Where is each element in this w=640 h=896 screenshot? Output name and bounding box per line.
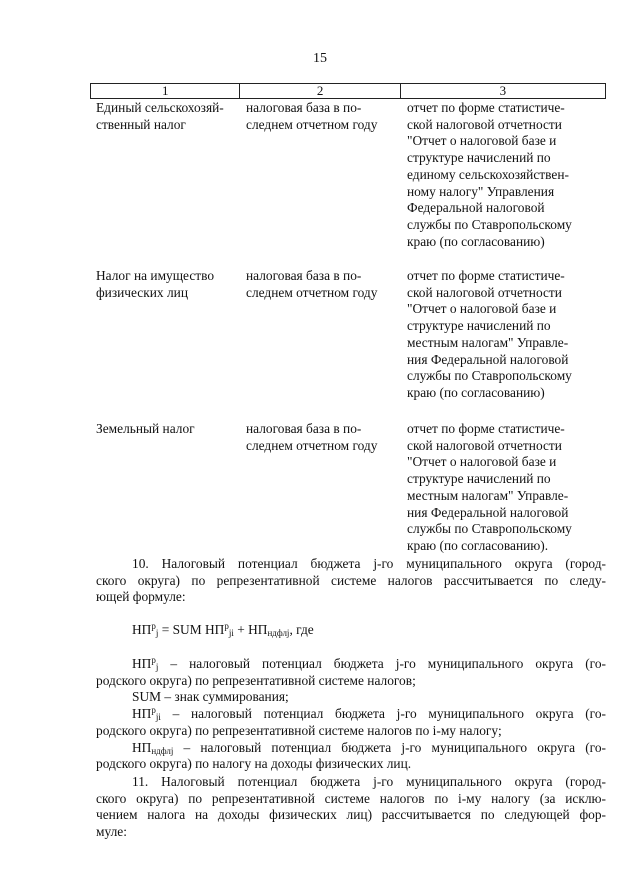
- tax-name-line: Земельный налог: [96, 421, 195, 436]
- data-source-line: отчет по форме статистиче-: [407, 268, 565, 283]
- definition-line: родского округа) по репрезентативной системе налогов;: [96, 672, 416, 688]
- page-number: 15: [313, 51, 327, 66]
- formula-sub: ji: [228, 628, 234, 638]
- data-source-line: Федеральной налоговой: [407, 200, 545, 216]
- definition-text: – налоговый потенциал бюджета j-го муниципального округа (го-: [173, 739, 606, 755]
- tax-base-cell: [240, 100, 401, 250]
- data-source-cell: [401, 100, 606, 250]
- formula-tail: , где: [289, 622, 314, 637]
- table-row: [90, 268, 606, 402]
- data-source-line: структуре начислений по: [407, 318, 551, 334]
- formula: [132, 622, 314, 639]
- symbol-np: НП: [132, 656, 152, 671]
- symbol-sub: ндфлj: [151, 745, 174, 756]
- data-source-line: службы по Ставропольскому: [407, 216, 572, 232]
- data-source-line: ния Федеральной налоговой: [407, 351, 569, 367]
- paragraph-line: 11. Налоговый потенциал бюджета j-го муниципального округа (город-: [132, 774, 606, 789]
- formula-sub: ндфлj: [267, 628, 290, 638]
- definition-line: [96, 706, 606, 723]
- table-header-cell-1: 1: [91, 84, 240, 98]
- paragraph-line: чением налога на доходы физических лиц) рассчитывается по следующей фор-: [96, 807, 606, 823]
- data-source-line: службы по Ставропольскому: [407, 521, 572, 537]
- paragraph-line: 10. Налоговый потенциал бюджета j-го муниципального округа (город-: [132, 556, 606, 571]
- table-row: [90, 100, 606, 250]
- data-source-line: ской налоговой отчетности: [407, 437, 562, 453]
- data-source-line: ния Федеральной налоговой: [407, 504, 569, 520]
- data-source-line: отчет по форме статистиче-: [407, 100, 565, 115]
- data-source-line: краю (по согласованию): [407, 233, 545, 249]
- formula-sup: р: [151, 621, 156, 631]
- definition-text: – налоговый потенциал бюджета j-го муниципального округа (го-: [158, 656, 606, 671]
- formula-np: НП: [132, 622, 152, 637]
- paragraph-10: [96, 556, 606, 606]
- formula-plus: + НП: [233, 622, 268, 637]
- symbol-sup: р: [151, 655, 156, 665]
- formula-eq: = SUM НП: [158, 622, 225, 637]
- paragraph-line: ющей формуле:: [96, 589, 186, 605]
- data-source-line: "Отчет о налоговой базе и: [407, 454, 557, 470]
- paragraph-11: [96, 774, 606, 841]
- symbol-sub: ji: [155, 712, 161, 723]
- symbol-np: НП: [132, 739, 152, 755]
- tax-base-line: следнем отчетном году: [246, 284, 378, 300]
- data-source-line: службы по Ставропольскому: [407, 368, 572, 384]
- data-source-line: "Отчет о налоговой базе и: [407, 133, 557, 149]
- symbol-sup: р: [151, 705, 156, 716]
- data-source-line: единому сельскохозяйствен-: [407, 166, 569, 182]
- data-source-line: местным налогам" Управле-: [407, 334, 569, 350]
- data-source-line: местным налогам" Управле-: [407, 487, 569, 503]
- symbol-np: НП: [132, 706, 152, 722]
- data-source-line: ской налоговой отчетности: [407, 116, 562, 132]
- tax-base-line: следнем отчетном году: [246, 437, 378, 453]
- data-source-cell: [401, 421, 606, 555]
- table-header-cell-3: 3: [499, 83, 507, 98]
- tax-name-cell: [90, 268, 240, 402]
- formula-sub: j: [155, 628, 159, 638]
- paragraph-line: ского округа) по репрезентативной системе налогов по i-му налогу (за исклю-: [96, 790, 606, 806]
- definition-line: родского округа) по налогу на доходы физических лиц.: [96, 756, 412, 772]
- table-header: [90, 83, 606, 99]
- table-row: [90, 421, 606, 555]
- definitions: [96, 656, 606, 773]
- table-header-cell-2: 2: [240, 84, 400, 98]
- data-source-line: краю (по согласованию).: [407, 537, 549, 553]
- data-source-line: структуре начислений по: [407, 471, 551, 487]
- data-source-line: ской налоговой отчетности: [407, 284, 562, 300]
- formula-sup: р: [224, 621, 229, 631]
- tax-name-line: Единый сельскохозяй-: [96, 100, 224, 115]
- tax-name-line: физических лиц: [96, 284, 188, 300]
- tax-name-cell: [90, 100, 240, 250]
- definition-line: [96, 740, 606, 757]
- definition-line: SUM – знак суммирования;: [132, 689, 289, 705]
- data-source-line: структуре начислений по: [407, 150, 551, 166]
- tax-base-cell: [240, 421, 401, 555]
- paragraph-line: муле:: [96, 824, 127, 840]
- data-source-line: ному налогу" Управления: [407, 183, 555, 199]
- tax-name-cell: [90, 421, 240, 555]
- tax-base-line: налоговая база в по-: [246, 421, 362, 436]
- data-source-line: "Отчет о налоговой базе и: [407, 301, 557, 317]
- tax-base-line: налоговая база в по-: [246, 100, 362, 115]
- data-source-cell: [401, 268, 606, 402]
- definition-line: [96, 656, 606, 673]
- tax-base-cell: [240, 268, 401, 402]
- paragraph-line: ского округа) по репрезентативной системе налогов рассчитывается по следу-: [96, 572, 606, 588]
- definition-text: – налоговый потенциал бюджета j-го муниципального округа (го-: [160, 706, 606, 722]
- data-source-line: отчет по форме статистиче-: [407, 421, 565, 436]
- tax-base-line: налоговая база в по-: [246, 268, 362, 283]
- symbol-sub: j: [155, 662, 159, 672]
- data-source-line: краю (по согласованию): [407, 384, 545, 400]
- tax-name-line: Налог на имущество: [96, 268, 215, 283]
- definition-line: родского округа) по репрезентативной системе налогов по i-му налогу;: [96, 722, 502, 738]
- tax-base-line: следнем отчетном году: [246, 116, 378, 132]
- tax-name-line: ственный налог: [96, 116, 186, 132]
